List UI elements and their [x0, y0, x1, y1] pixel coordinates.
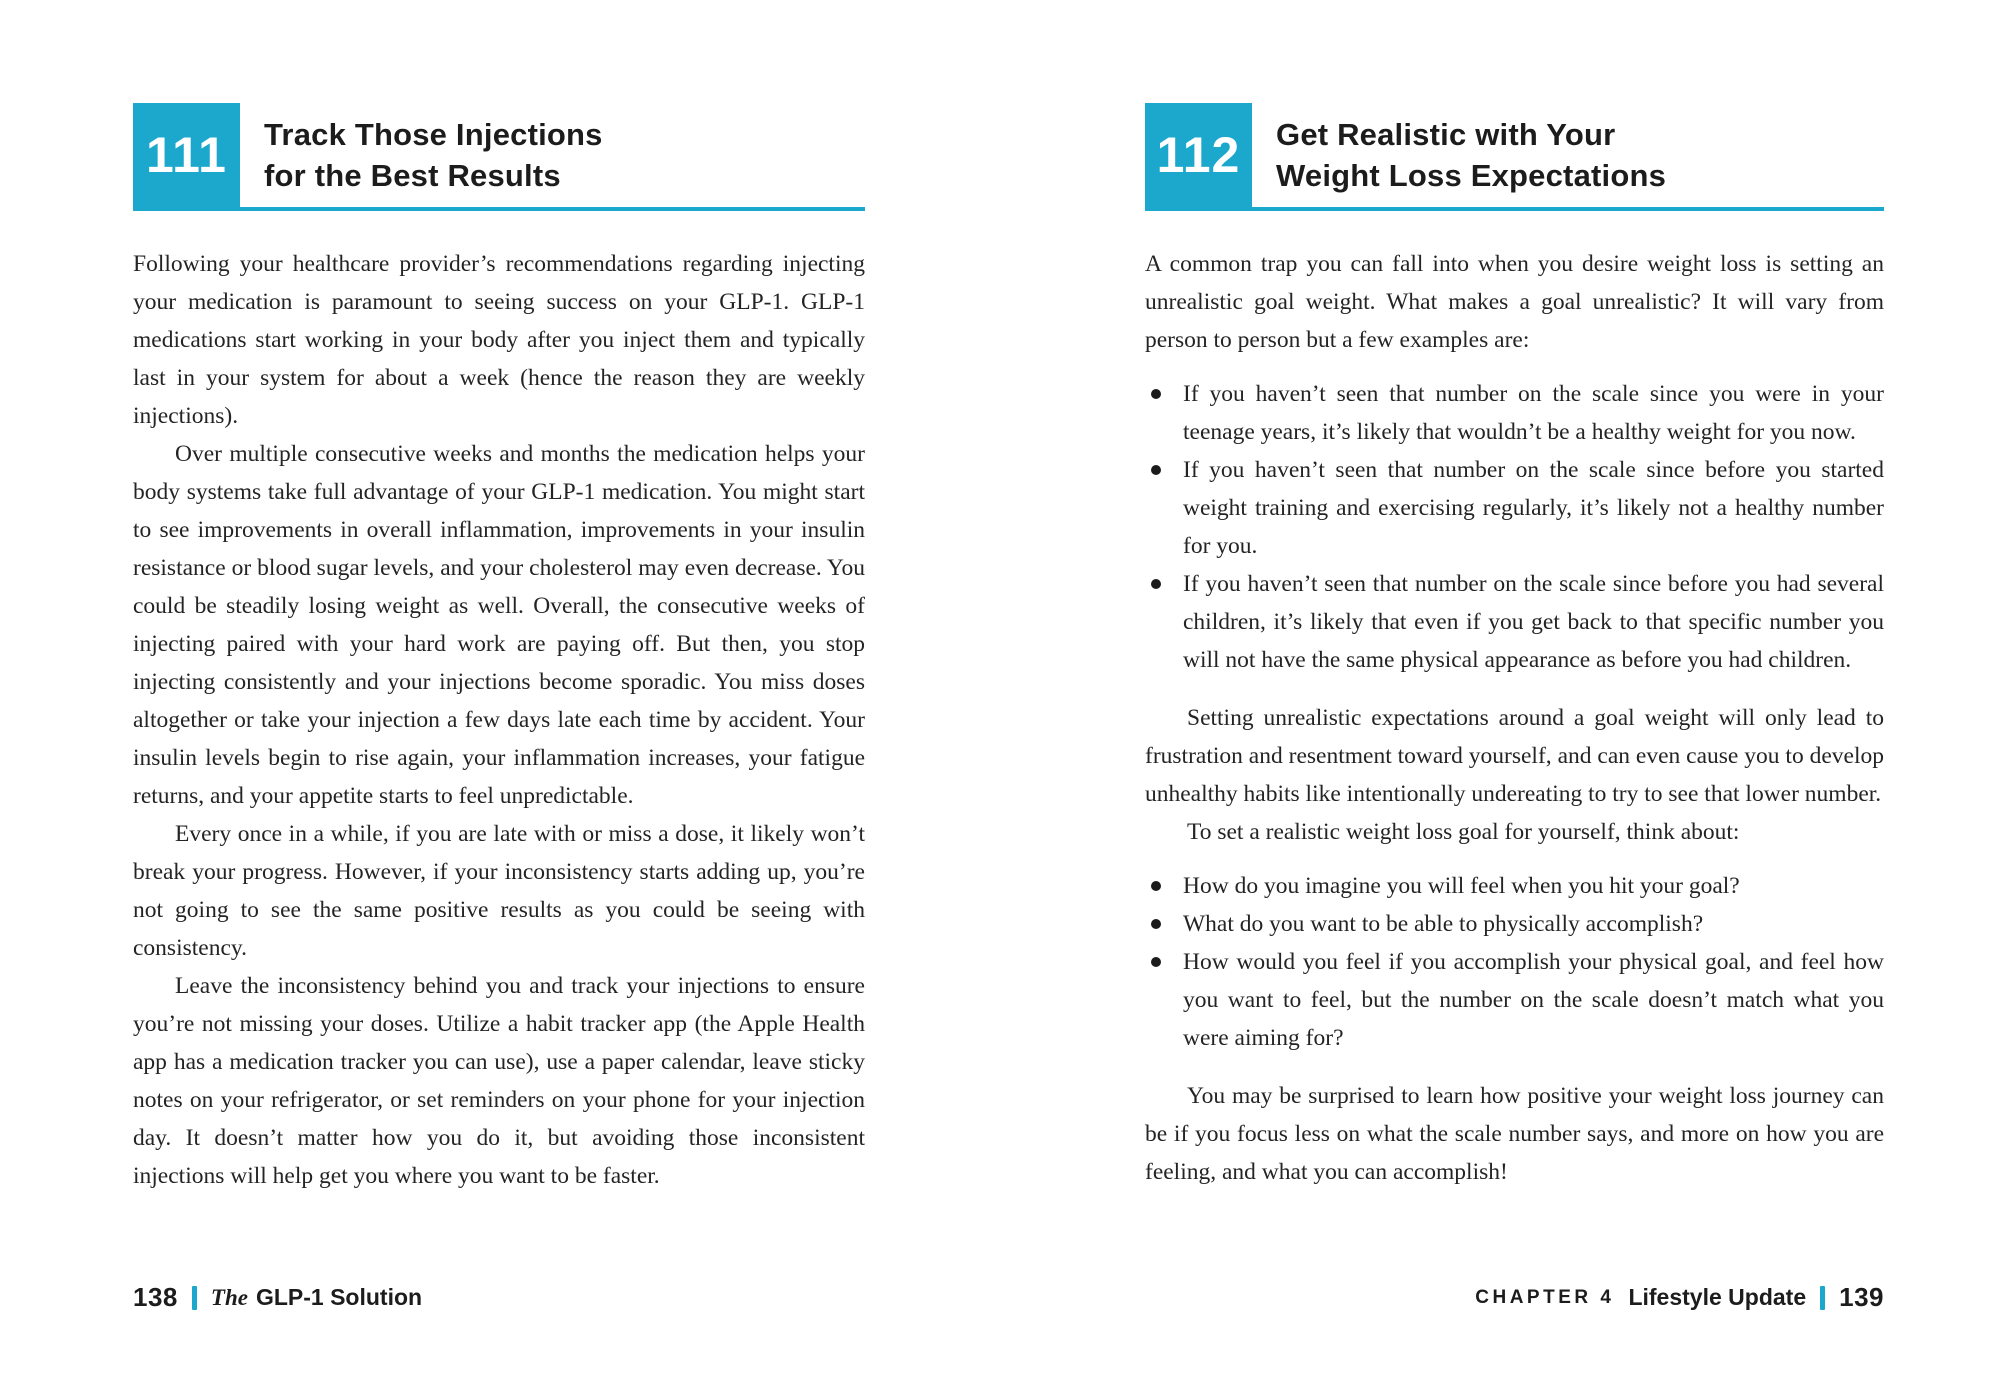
tip-number-badge: 112 — [1145, 103, 1252, 207]
bullet-item: How would you feel if you accomplish your physical goal, and feel how you want to feel, but the number on the scale doesn’t match what you were aiming for? — [1145, 943, 1884, 1057]
footer-left — [133, 1282, 865, 1313]
page-number: 138 — [133, 1282, 178, 1312]
paragraph: Setting unrealistic expectations around a goal weight will only lead to frustration and resentment toward yourself, and can even cause you to develop unhealthy habits like intentionally undereating to try to see that lower number. — [1145, 705, 1884, 807]
bullet-item: How do you imagine you will feel when you hit your goal? — [1145, 867, 1884, 905]
bullet-list — [1145, 867, 1884, 1057]
tip-header-112 — [1145, 103, 1884, 211]
tip-title-line-1: Get Realistic with Your — [1276, 117, 1616, 152]
body-text-left — [133, 245, 865, 1195]
page-right — [1000, 0, 2000, 1377]
tip-title-line-2: Weight Loss Expectations — [1276, 158, 1667, 193]
paragraph: Every once in a while, if you are late with or miss a dose, it likely won’t break your progress. However, if your inconsistency starts adding up, you’re not going to see the same positive results as you could be seeing with consistency. — [133, 821, 865, 961]
book-title-rest: GLP-1 Solution — [255, 1284, 423, 1310]
bullet-item: What do you want to be able to physically accomplish? — [1145, 905, 1884, 943]
chapter-title: Lifestyle Update — [1628, 1284, 1807, 1310]
body-text-right — [1145, 245, 1884, 1191]
tip-title — [240, 103, 603, 207]
paragraph: Leave the inconsistency behind you and track your injections to ensure you’re not missing your doses. Utilize a habit tracker app (the Apple Health app has a medication tracker you can use), use a paper calendar, leave sticky notes on your refrigerator, or set reminders on your phone for your injection day. It doesn’t matter how you do it, but avoiding those inconsistent injections will help get you where you want to be faster. — [133, 973, 865, 1189]
tip-title-line-2: for the Best Results — [264, 158, 561, 193]
tip-title — [1252, 103, 1666, 207]
book-title — [211, 1284, 422, 1311]
footer-divider-bar — [1820, 1286, 1825, 1310]
book-title-the: The — [210, 1285, 248, 1310]
footer-divider-bar — [192, 1286, 197, 1310]
tip-title-line-1: Track Those Injections — [264, 117, 603, 152]
bullet-item: If you haven’t seen that number on the scale since before you started weight training and exercising regularly, it’s likely not a healthy number for you. — [1145, 451, 1884, 565]
footer-right — [1145, 1282, 1884, 1313]
paragraph: Over multiple consecutive weeks and months the medication helps your body systems take full advantage of your GLP-1 medication. You might start to see improvements in overall inflammation, improvements in your insulin resistance or blood sugar levels, and your cholesterol may even decrease. You could be steadily losing weight as well. Overall, the consecutive weeks of injecting paired with your hard work are paying off. But then, you stop injecting consistently and your injections become sporadic. You miss doses altogether or take your injection a few days late each time by accident. Your insulin levels begin to rise again, your inflammation increases, your fatigue returns, and your appetite starts to feel unpredictable. — [133, 441, 865, 809]
paragraph: A common trap you can fall into when you desire weight loss is setting an unrealistic goal weight. What makes a goal unrealistic? It will vary from person to person but a few examples are: — [1145, 251, 1884, 353]
tip-number-badge: 111 — [133, 103, 240, 207]
page-number: 139 — [1839, 1282, 1884, 1312]
paragraph: You may be surprised to learn how positive your weight loss journey can be if you focus less on what the scale number says, and more on how you are feeling, and what you can accomplish! — [1145, 1083, 1884, 1185]
bullet-item: If you haven’t seen that number on the scale since before you had several children, it’s likely that even if you get back to that specific number you will not have the same physical appearance as before you had children. — [1145, 565, 1884, 679]
bullet-item: If you haven’t seen that number on the scale since you were in your teenage years, it’s likely that wouldn’t be a healthy weight for you now. — [1145, 375, 1884, 451]
chapter-label: CHAPTER 4 — [1475, 1286, 1615, 1308]
paragraph: To set a realistic weight loss goal for yourself, think about: — [1187, 819, 1740, 845]
bullet-list — [1145, 375, 1884, 679]
tip-header-111 — [133, 103, 865, 211]
paragraph: Following your healthcare provider’s recommendations regarding injecting your medication is paramount to seeing success on your GLP-1. GLP-1 medications start working in your body after you inject them and typically last in your system for about a week (hence the reason they are weekly injections). — [133, 251, 865, 429]
